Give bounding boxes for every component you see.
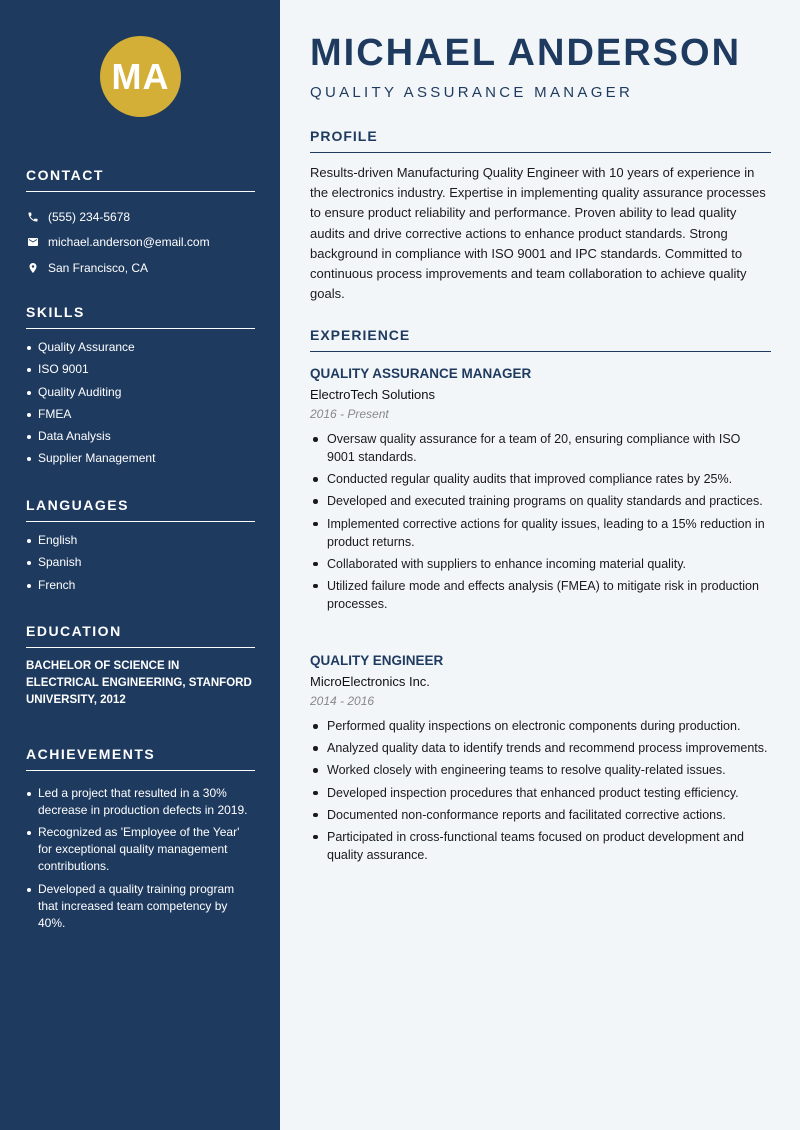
skill-item: Supplier Management [26, 450, 255, 467]
job-entry [310, 653, 771, 868]
skill-item: FMEA [26, 406, 255, 423]
job-title: QUALITY ASSURANCE MANAGER [310, 366, 532, 381]
achievement-item: Led a project that resulted in a 30% decrease in production defects in 2019. [26, 785, 255, 819]
avatar-initials: MA [111, 55, 170, 97]
job-bullet: Worked closely with engineering teams to resolve quality-related issues. [310, 761, 771, 779]
job-bullet: Analyzed quality data to identify trends and recommend process improvements. [310, 739, 771, 757]
languages-section [26, 497, 255, 599]
skill-item: Quality Assurance [26, 339, 255, 356]
job-title-subtitle: QUALITY ASSURANCE MANAGER [310, 84, 634, 101]
contact-phone[interactable] [26, 204, 255, 230]
language-item: Spanish [26, 554, 255, 571]
location-pin-icon [26, 261, 39, 274]
profile-heading: PROFILE [310, 128, 771, 153]
skill-item: Data Analysis [26, 428, 255, 445]
contact-location [26, 255, 255, 281]
contact-email-text: michael.anderson@email.com [48, 235, 210, 250]
education-degree: BACHELOR OF SCIENCE IN ELECTRICAL ENGINEERING, STANFORD UNIVERSITY, 2012 [26, 660, 252, 706]
job-bullet: Performed quality inspections on electronic components during production. [310, 717, 771, 735]
job-dates: 2016 - Present [310, 407, 389, 421]
language-item: English [26, 532, 255, 549]
avatar [100, 36, 181, 117]
language-item: French [26, 577, 255, 594]
skills-heading: SKILLS [26, 304, 255, 329]
achievements-heading: ACHIEVEMENTS [26, 746, 255, 771]
achievement-item: Developed a quality training program that increased team competency by 40%. [26, 881, 255, 932]
education-section [26, 623, 255, 709]
email-icon [26, 236, 39, 249]
job-dates: 2014 - 2016 [310, 694, 375, 708]
achievement-item: Recognized as 'Employee of the Year' for exceptional quality management contributions. [26, 824, 255, 875]
job-bullet: Developed and executed training programs on quality standards and practices. [310, 492, 771, 510]
contact-email[interactable] [26, 230, 255, 256]
profile-text: Results-driven Manufacturing Quality Engineer with 10 years of experience in the electronics industry. Expertise in implementing quality assurance processes to ensure product reliability and performance. Proven ability to lead quality audits and drive corrective actions to enhance product standards. Strong background in compliance with ISO 9001 and IPC standards. Committed to continuous process improvements and team collaboration to achieve quality goals. [310, 165, 766, 302]
skill-item: ISO 9001 [26, 361, 255, 378]
contact-phone-text: (555) 234-5678 [48, 209, 131, 224]
skill-item: Quality Auditing [26, 384, 255, 401]
job-bullet: Collaborated with suppliers to enhance incoming material quality. [310, 555, 771, 573]
job-bullet: Implemented corrective actions for quality issues, leading to a 15% reduction in product returns. [310, 515, 771, 551]
job-entry [310, 366, 771, 617]
job-bullet: Utilized failure mode and effects analysis (FMEA) to mitigate risk in production processes. [310, 577, 771, 613]
sidebar [0, 0, 280, 1130]
job-bullet: Oversaw quality assurance for a team of 20, ensuring compliance with ISO 9001 standards. [310, 430, 771, 466]
job-bullet: Documented non-conformance reports and facilitated corrective actions. [310, 806, 771, 824]
job-company: ElectroTech Solutions [310, 387, 436, 402]
achievements-section [26, 746, 255, 937]
job-bullet: Participated in cross-functional teams focused on product development and quality assurance. [310, 828, 771, 864]
education-heading: EDUCATION [26, 623, 255, 648]
candidate-name: MICHAEL ANDERSON [310, 32, 742, 74]
job-bullet: Developed inspection procedures that enhanced product testing efficiency. [310, 784, 771, 802]
job-title: QUALITY ENGINEER [310, 653, 444, 668]
phone-icon [26, 210, 39, 223]
skills-section [26, 304, 255, 473]
contact-heading: CONTACT [26, 167, 255, 192]
job-company: MicroElectronics Inc. [310, 674, 430, 689]
contact-section [26, 167, 255, 281]
languages-heading: LANGUAGES [26, 497, 255, 522]
experience-heading: EXPERIENCE [310, 327, 771, 352]
contact-location-text: San Francisco, CA [48, 260, 149, 275]
job-bullet: Conducted regular quality audits that improved compliance rates by 25%. [310, 470, 771, 488]
